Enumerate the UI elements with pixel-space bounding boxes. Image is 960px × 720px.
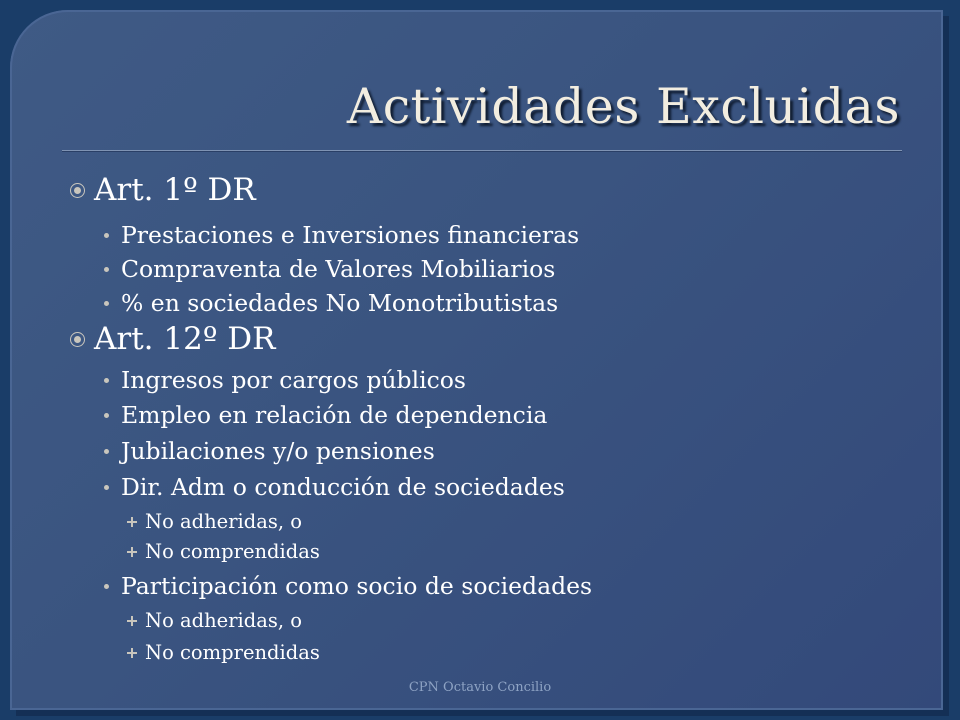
plus-bullet-icon <box>127 616 137 626</box>
list-item <box>104 221 579 249</box>
list-item-text: Empleo en relación de dependencia <box>121 401 548 429</box>
plus-bullet-icon <box>127 648 137 658</box>
sub-list-item-text: No adheridas, o <box>145 510 303 533</box>
dot-bullet-icon <box>104 267 109 272</box>
sub-list-item-text: No comprendidas <box>145 641 320 664</box>
sub-list-item <box>127 540 320 563</box>
list-item-text: Prestaciones e Inversiones financieras <box>121 221 580 249</box>
list-item <box>104 437 435 465</box>
slide-title: Actividades Excluidas <box>346 78 900 135</box>
sub-list-item <box>127 609 302 632</box>
list-item-text: Ingresos por cargos públicos <box>121 366 466 394</box>
list-item-text: Compraventa de Valores Mobiliarios <box>121 255 556 283</box>
list-item-text: Jubilaciones y/o pensiones <box>121 437 435 465</box>
dot-bullet-icon <box>104 485 109 490</box>
plus-bullet-icon <box>127 517 137 527</box>
sub-list-item-text: No adheridas, o <box>145 609 303 632</box>
dot-bullet-icon <box>104 378 109 383</box>
dot-bullet-icon <box>104 233 109 238</box>
sub-list-item <box>127 641 320 664</box>
section-heading-text: Art. 12º DR <box>94 321 276 357</box>
sub-list-item <box>127 510 302 533</box>
dot-bullet-icon <box>104 413 109 418</box>
list-item <box>104 366 466 394</box>
plus-bullet-icon <box>127 547 137 557</box>
list-item <box>104 401 547 429</box>
list-item <box>104 255 555 283</box>
section-heading-art1 <box>70 172 256 208</box>
list-item-text: Participación como socio de sociedades <box>121 572 593 600</box>
slide-footer: CPN Octavio Concilio <box>408 680 552 695</box>
circle-dot-bullet-icon <box>70 332 85 347</box>
dot-bullet-icon <box>104 584 109 589</box>
circle-dot-bullet-icon <box>70 183 85 198</box>
list-item <box>104 473 565 501</box>
section-heading-text: Art. 1º DR <box>94 172 256 208</box>
list-item-text: Dir. Adm o conducción de sociedades <box>121 473 565 501</box>
dot-bullet-icon <box>104 449 109 454</box>
list-item <box>104 289 558 317</box>
section-heading-art12 <box>70 321 275 357</box>
list-item-text: % en sociedades No Monotributistas <box>121 289 559 317</box>
dot-bullet-icon <box>104 301 109 306</box>
list-item <box>104 572 592 600</box>
sub-list-item-text: No comprendidas <box>145 540 320 563</box>
